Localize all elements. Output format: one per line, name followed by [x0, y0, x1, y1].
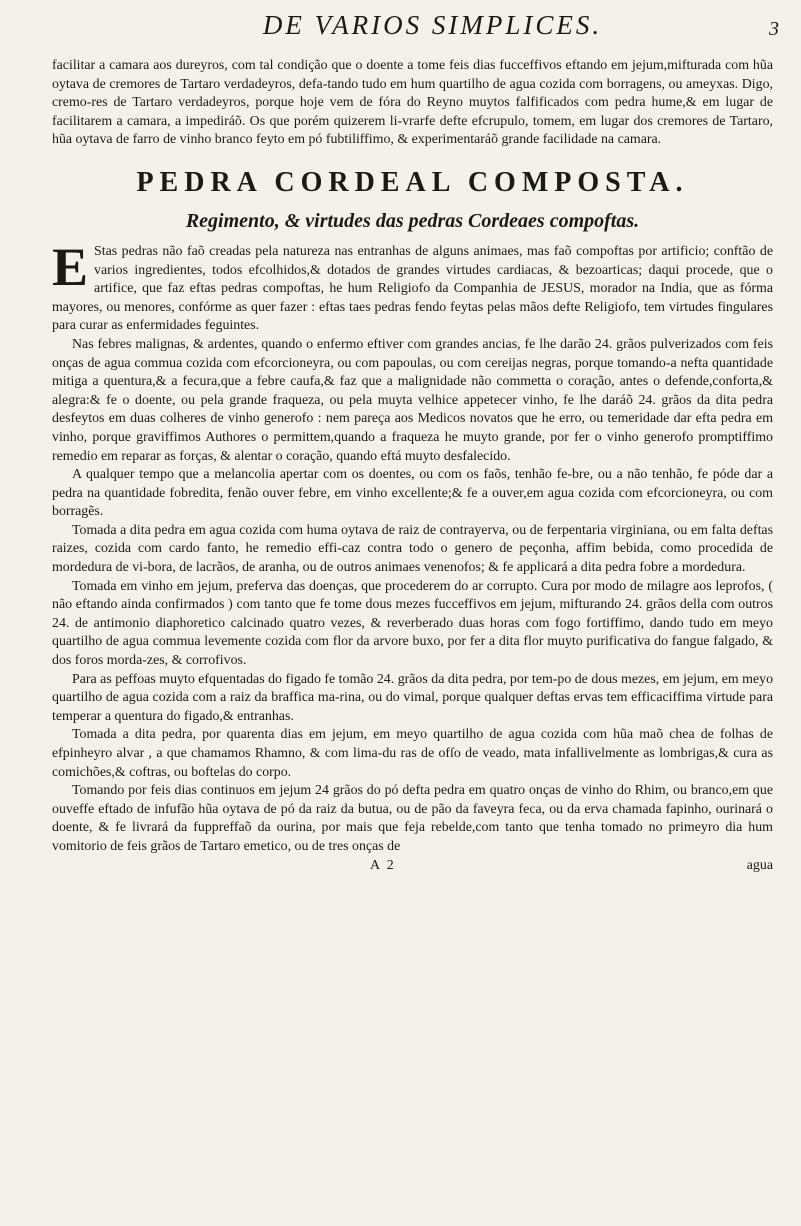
- first-paragraph: [52, 236, 773, 336]
- running-head: [92, 6, 779, 44]
- section-title: PEDRA CORDEAL COMPOSTA.: [136, 166, 689, 198]
- paragraph-8: Tomando por feis dias continuos em jejum 24 grãos do pó defta pedra em quatro onças de vinho do Rhim, ou branco,em que ouveffe eftado de infufão hũa oytava de pó da raiz da butua, ou de pão da faveyra feca, ou da erva chamada fapinho, ourinará o doente, & fe livrará da fuppreffaõ da ourina, por mais que feja rebelde,com tanto que tenha tomado no primeyro dia hum vomitorio de feis grãos de Tartaro emetico, ou de tres onças de: [52, 783, 773, 854]
- paragraph-6: Para as peffoas muyto efquentadas do figado fe tomão 24. grãos da dita pedra, por tem-po de dous mezes, em jejum, em meyo quartilho de agua cozida com a raiz da braffica ma-rina, ou do vimal, porque qualquer deftas ervas tem efficaciffima virtude para temperar a quentura do figado,& entranhas.: [52, 671, 774, 724]
- drop-cap: E: [52, 236, 89, 297]
- paragraph-2: Nas febres malignas, & ardentes, quando o enfermo eftiver com grandes ancias, fe lhe darão 24. grãos pulverizados com feis onças de agua commua cozida com efcorcioneyra, ou com papoulas, ou com cereijas negras, porque tomando-a nefta quantidade mitiga a quentura,& a fecura,que a febre caufa,& faz que a malignidade não commetta o coração, antes o defende,conforta,& alegra:& fe o doente, ou pela grande fraqueza, ou pela muyta velhice appetecer vinho, fe lhe daráõ 24. grãos da dita pedra desfeytos em duas colheres de vinho generofo : nem pareça aos Medicos novatos que he erro, ou temeridade dar efta pedra em vinho, porque graviffimos Authores o permittem,quando a fraqueza he muyto grande, por fer o vinho generofo promptiffimo remedio em reparar as forças, & alentar o coração, quando eftá muyto desfalecido.: [52, 336, 773, 464]
- signature-mark: A 2: [370, 857, 396, 873]
- paragraph-1: Stas pedras não faõ creadas pela natureza nas entranhas de alguns animaes, mas faõ compoftas por artificio; conftão de varios ingredientes, todos efcolhidos,& dotados de grandes virtudes cardiacas, & bezoarticas; daqui procede, que o artifice, que faz eftas pedras compoftas, he hum Religiofo da Companhia de JESUS, morador na India, que as fórma mayores, ou menores, confórme as quer fazer : eftas taes pedras fendo feytas pelas mãos defte Religiofo, tem virtudes fingulares para curar as enfermidades feguintes.: [52, 243, 773, 334]
- intro-paragraph: facilitar a camara aos dureyros, com tal condição que o doente a tome feis dias fucceffivos eftando em jejum,mifturada com hũa oytava de cremores de Tartaro verdadeyros, defa-tando tudo em hum quartilho de agua cozida com borragens, ou ameyxas. Digo, cremo-res de Tartaro verdadeyros, porque hoje vem de fóra do Reyno muytos falfificados com pedra hume,& em lugar de facilitarem a camara, a impediráõ. Os que porém quizerem li-vrarfe defte efcrupulo, tomem, em lugar dos cremores de Tartaro, hũa oytava de farro de vinho branco feyto em pó fubtiliffimo, & experimentaráõ grande facilidade na camara.: [52, 58, 773, 148]
- page-footer: [52, 858, 773, 878]
- paragraph-4: Tomada a dita pedra em agua cozida com huma oytava de raiz de contrayerva, ou de ferpentaria virginiana, ou em falta deftas raizes, cozida com cardo fanto, he remedio effi-caz contra todo o genero de peçonha, affim bebida, como procedida de mordedura de vi-bora, de lacrãos, de aranha, ou de outros animaes venenofos; & fe applicará a dita pedra fobre a mordedura.: [52, 522, 773, 576]
- catchword: agua: [746, 857, 773, 873]
- page-number: 3: [769, 18, 779, 40]
- paragraph-5: Tomada em vinho em jejum, preferva das doenças, que procederem do ar corrupto. Cura por modo de milagre aos leprofos, ( não eftando ainda confirmados ) com tanto que fe tome dous mezes fucceffivos em jejum, mifturando 24. grãos della com outros 24. de antimonio diaphoretico calcinado quatro vezes, & reverberado duas horas com fogo fortiffimo, dando tudo em meyo quartilho de agua commua levemente cozida com flor da arvore buxo, por fer a dita flor muyto purificativa do fangue falgado, & dos foros morda-zes, & corrofivos.: [52, 578, 773, 669]
- running-head-title: DE VARIOS SIMPLICES.: [262, 10, 603, 40]
- paragraph-3: A qualquer tempo que a melancolia apertar com os doentes, ou com os faõs, tenhão fe-bre, ou a não tenhão, fe póde dar a pedra na quantidade fobredita, fenão ouver febre, em vinho excellente;& fe a ouver,em agua cozida com efcorcioneyra, ou com borragẽs.: [52, 467, 773, 520]
- section-subtitle: Regimento, & virtudes das pedras Cordeaes compoftas.: [185, 209, 640, 232]
- paragraph-7: Tomada a dita pedra, por quarenta dias em jejum, em meyo quartilho de agua cozida com hũa maõ chea de folhas de efpinheyro alvar , a que chamamos Rhamno, & com lima-du ras de ofſo de veado, mata infallivelmente as lombrigas,& cura as comichões,& coftras, ou boftelas do corpo.: [52, 727, 773, 780]
